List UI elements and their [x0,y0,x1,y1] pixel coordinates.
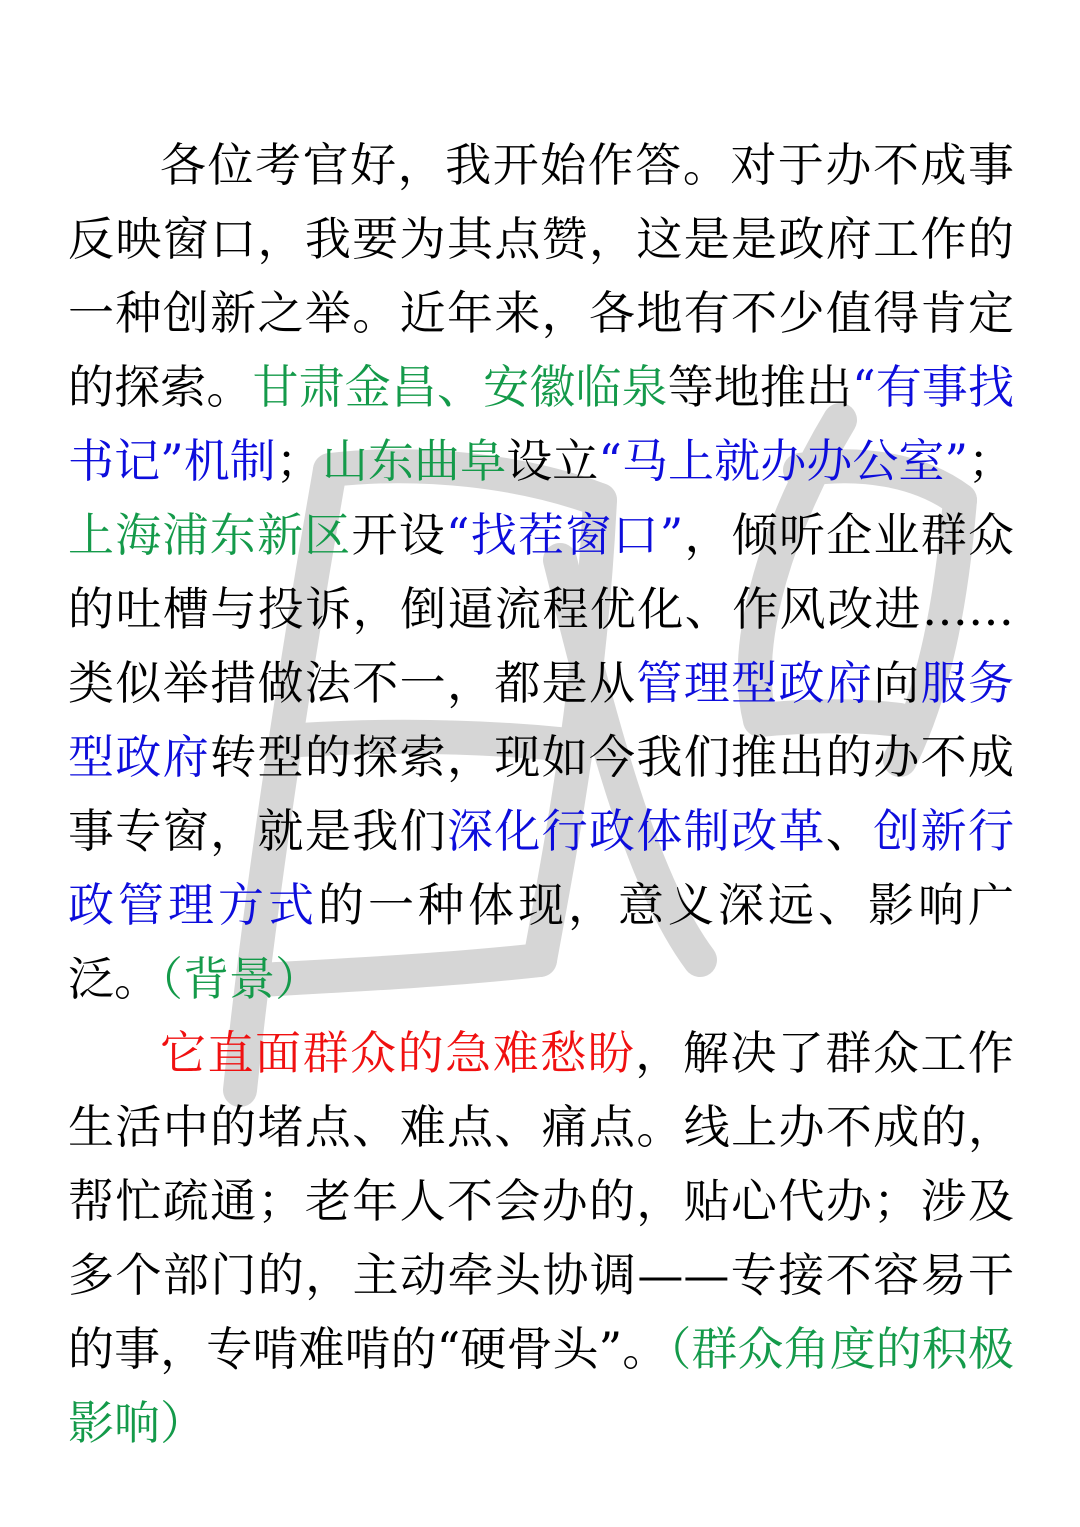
text-segment-black: 设立 [506,434,599,488]
text-segment-black: 的一种体现，意义深远、影响广泛。 [68,878,1014,1006]
paragraph-background [68,128,1014,1016]
text-segment-green: 山东曲阜 [321,434,507,488]
text-segment-black: 开设 [351,508,446,562]
text-segment-black: 等地推出 [667,360,853,414]
text-segment-green: （背景） [160,952,321,1006]
text-segment-red: 它直面群众的急难愁盼 [160,1026,636,1080]
text-segment-blue: “马上就办办公室” [598,434,968,488]
text-segment-black: ； [275,434,322,488]
text-segment-black: 各位考官好，我开始作答。对于办不成事反映窗口，我要为其点赞，这是是政府工作的一种创新之举。近年来，各地有不少值得肯定的探索。 [68,138,1014,414]
answer-document [68,128,1014,1460]
text-segment-blue: 服务型政府 [68,656,1015,784]
text-segment-blue: 管理型政府 [636,656,874,710]
text-segment-black: ，解决了群众工作生活中的堵点、难点、痛点。线上办不成的，帮忙疏通；老年人不会办的，贴心代办；涉及多个部门的，主动牵头协调——专接不容易干的事，专啃难啃的“硬骨头”。 [68,1026,1015,1376]
paragraph-positive-impact [68,1016,1014,1460]
text-segment-green: （群众角度的积极影响） [68,1322,1014,1450]
text-segment-blue: 深化行政体制改革 [446,804,826,858]
text-segment-black: ，倾听企业群众的吐槽与投诉，倒逼流程优化、作风改进……类似举措做法不一，都是从 [68,508,1015,710]
text-segment-blue: “有事找书记”机制 [68,360,1015,488]
text-segment-black: 向 [873,656,921,710]
text-segment-green: 上海浦东新区 [68,508,352,562]
text-segment-black: 转型的探索，现如今我们推出的办不成事专窗，就是我们 [68,730,1015,858]
text-segment-blue: 创新行政管理方式 [68,804,1015,932]
text-segment-black: ； [968,434,1014,488]
text-segment-green: 甘肃金昌、安徽临泉 [252,360,668,414]
text-segment-blue: “找茬窗口” [446,508,684,562]
text-segment-black: 、 [825,804,874,858]
